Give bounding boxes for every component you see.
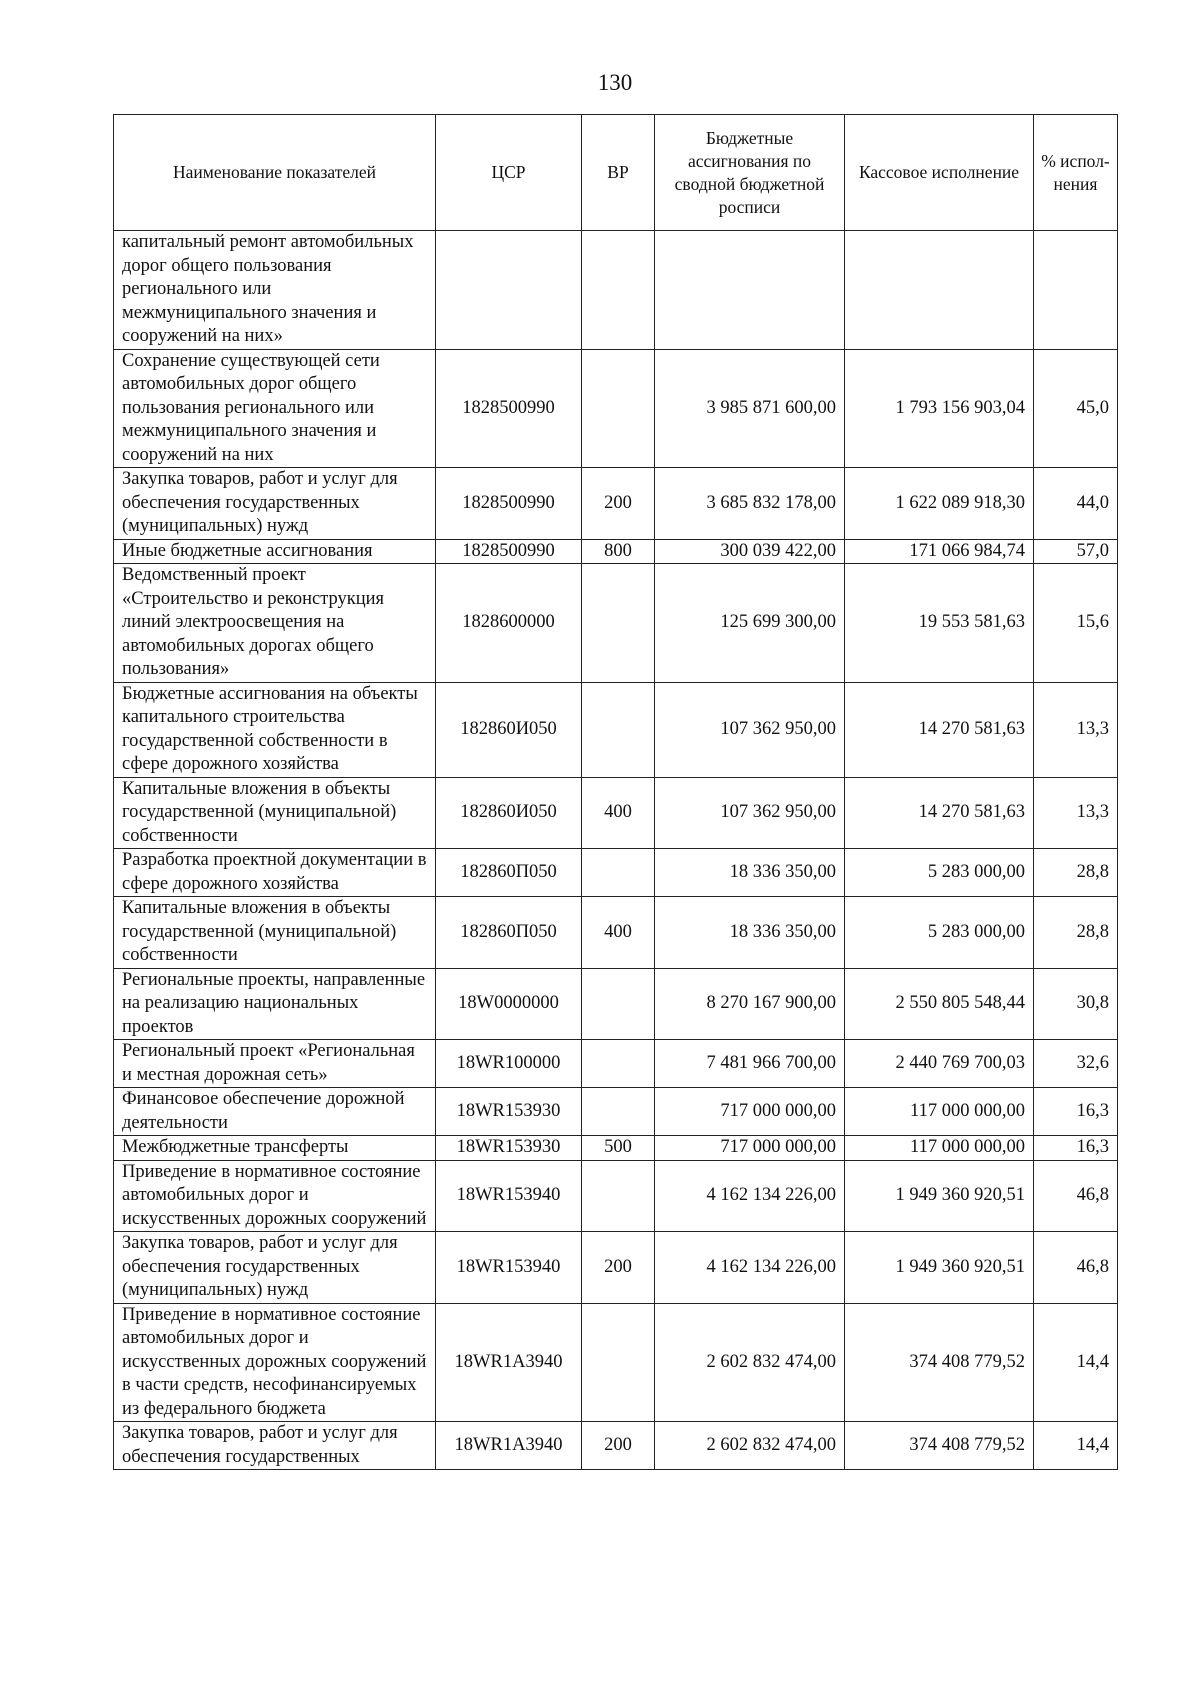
cell-vr: 400	[582, 897, 655, 969]
cell-cash-execution: 19 553 581,63	[845, 564, 1034, 683]
cell-budget-allocation: 2 602 832 474,00	[655, 1303, 845, 1422]
cell-csr: 18WR1А3940	[436, 1303, 582, 1422]
budget-execution-table	[113, 114, 1118, 1470]
cell-indicator-name: Закупка товаров, работ и услуг для обеспечения государственных (муниципальных) нужд	[114, 1232, 436, 1304]
cell-execution-percent: 46,8	[1034, 1160, 1118, 1232]
table-row	[114, 1303, 1118, 1422]
cell-budget-allocation: 3 985 871 600,00	[655, 349, 845, 468]
cell-budget-allocation: 7 481 966 700,00	[655, 1040, 845, 1088]
cell-execution-percent: 28,8	[1034, 897, 1118, 969]
cell-cash-execution: 14 270 581,63	[845, 682, 1034, 777]
cell-cash-execution: 2 440 769 700,03	[845, 1040, 1034, 1088]
cell-vr: 200	[582, 1232, 655, 1304]
cell-execution-percent: 57,0	[1034, 539, 1118, 564]
page-number: 130	[597, 70, 633, 95]
cell-cash-execution: 14 270 581,63	[845, 777, 1034, 849]
cell-csr	[436, 231, 582, 350]
cell-indicator-name: Разработка проектной документации в сфере дорожного хозяйства	[114, 849, 436, 897]
cell-indicator-name: Региональный проект «Региональная и местная дорожная сеть»	[114, 1040, 436, 1088]
header-csr: ЦСР	[436, 115, 582, 231]
cell-indicator-name: Закупка товаров, работ и услуг для обеспечения государственных (муниципальных) нужд	[114, 468, 436, 540]
cell-indicator-name: Приведение в нормативное состояние автомобильных дорог и искусственных дорожных сооружений	[114, 1160, 436, 1232]
header-indicator-name: Наименование показателей	[114, 115, 436, 231]
cell-budget-allocation: 300 039 422,00	[655, 539, 845, 564]
cell-execution-percent: 16,3	[1034, 1088, 1118, 1136]
cell-execution-percent: 13,3	[1034, 777, 1118, 849]
cell-indicator-name: Капитальные вложения в объекты государственной (муниципальной) собственности	[114, 777, 436, 849]
cell-csr: 18WR153930	[436, 1088, 582, 1136]
cell-execution-percent: 32,6	[1034, 1040, 1118, 1088]
cell-execution-percent: 13,3	[1034, 682, 1118, 777]
cell-csr: 18WR153940	[436, 1160, 582, 1232]
cell-execution-percent: 44,0	[1034, 468, 1118, 540]
table-row	[114, 231, 1118, 350]
cell-vr: 200	[582, 468, 655, 540]
cell-cash-execution: 171 066 984,74	[845, 539, 1034, 564]
cell-vr	[582, 1088, 655, 1136]
table-row	[114, 968, 1118, 1040]
cell-budget-allocation: 4 162 134 226,00	[655, 1160, 845, 1232]
cell-cash-execution	[845, 231, 1034, 350]
cell-budget-allocation: 18 336 350,00	[655, 897, 845, 969]
table-body	[114, 231, 1118, 1470]
cell-cash-execution: 1 793 156 903,04	[845, 349, 1034, 468]
cell-cash-execution: 2 550 805 548,44	[845, 968, 1034, 1040]
cell-budget-allocation: 125 699 300,00	[655, 564, 845, 683]
cell-csr: 182860И050	[436, 682, 582, 777]
cell-budget-allocation: 4 162 134 226,00	[655, 1232, 845, 1304]
cell-execution-percent: 14,4	[1034, 1422, 1118, 1470]
cell-csr: 1828500990	[436, 468, 582, 540]
cell-execution-percent: 45,0	[1034, 349, 1118, 468]
cell-cash-execution: 1 949 360 920,51	[845, 1160, 1034, 1232]
cell-budget-allocation: 18 336 350,00	[655, 849, 845, 897]
cell-csr: 182860И050	[436, 777, 582, 849]
cell-execution-percent: 28,8	[1034, 849, 1118, 897]
cell-budget-allocation: 2 602 832 474,00	[655, 1422, 845, 1470]
cell-execution-percent: 14,4	[1034, 1303, 1118, 1422]
cell-execution-percent	[1034, 231, 1118, 350]
cell-cash-execution: 5 283 000,00	[845, 897, 1034, 969]
cell-indicator-name: Иные бюджетные ассигнования	[114, 539, 436, 564]
header-vr: ВР	[582, 115, 655, 231]
cell-cash-execution: 1 622 089 918,30	[845, 468, 1034, 540]
cell-csr: 182860П050	[436, 897, 582, 969]
cell-vr	[582, 231, 655, 350]
table-header-row	[114, 115, 1118, 231]
cell-csr: 1828500990	[436, 349, 582, 468]
header-execution-percent: % испол-нения	[1034, 115, 1118, 231]
cell-indicator-name: Закупка товаров, работ и услуг для обеспечения государственных	[114, 1422, 436, 1470]
table-row	[114, 682, 1118, 777]
cell-vr	[582, 849, 655, 897]
cell-csr: 182860П050	[436, 849, 582, 897]
cell-execution-percent: 46,8	[1034, 1232, 1118, 1304]
table-row	[114, 1160, 1118, 1232]
cell-vr: 400	[582, 777, 655, 849]
cell-budget-allocation	[655, 231, 845, 350]
cell-indicator-name: Приведение в нормативное состояние автомобильных дорог и искусственных дорожных сооружений в части средств, несофинансируемых из федерального бюджета	[114, 1303, 436, 1422]
cell-indicator-name: Ведомственный проект «Строительство и реконструкция линий электроосвещения на автомобильных дорогах общего пользования»	[114, 564, 436, 683]
cell-budget-allocation: 3 685 832 178,00	[655, 468, 845, 540]
table-row	[114, 777, 1118, 849]
cell-csr: 18WR153930	[436, 1136, 582, 1161]
cell-indicator-name: Бюджетные ассигнования на объекты капитального строительства государственной собственности в сфере дорожного хозяйства	[114, 682, 436, 777]
cell-vr	[582, 1040, 655, 1088]
cell-cash-execution: 5 283 000,00	[845, 849, 1034, 897]
cell-cash-execution: 117 000 000,00	[845, 1136, 1034, 1161]
cell-vr	[582, 1303, 655, 1422]
cell-indicator-name: Региональные проекты, направленные на реализацию национальных проектов	[114, 968, 436, 1040]
table-row	[114, 1088, 1118, 1136]
cell-vr	[582, 1160, 655, 1232]
cell-budget-allocation: 107 362 950,00	[655, 682, 845, 777]
table-row	[114, 468, 1118, 540]
cell-vr: 200	[582, 1422, 655, 1470]
cell-vr	[582, 682, 655, 777]
cell-indicator-name: Финансовое обеспечение дорожной деятельности	[114, 1088, 436, 1136]
cell-indicator-name: Капитальные вложения в объекты государственной (муниципальной) собственности	[114, 897, 436, 969]
cell-csr: 18WR100000	[436, 1040, 582, 1088]
cell-cash-execution: 374 408 779,52	[845, 1422, 1034, 1470]
header-cash-execution: Кассовое исполнение	[845, 115, 1034, 231]
cell-execution-percent: 16,3	[1034, 1136, 1118, 1161]
cell-budget-allocation: 717 000 000,00	[655, 1088, 845, 1136]
cell-vr	[582, 564, 655, 683]
table-row	[114, 849, 1118, 897]
table-row	[114, 1232, 1118, 1304]
cell-vr: 500	[582, 1136, 655, 1161]
cell-cash-execution: 374 408 779,52	[845, 1303, 1034, 1422]
table-row	[114, 1040, 1118, 1088]
cell-indicator-name: Межбюджетные трансферты	[114, 1136, 436, 1161]
cell-budget-allocation: 107 362 950,00	[655, 777, 845, 849]
table-row	[114, 897, 1118, 969]
cell-vr	[582, 968, 655, 1040]
table-row	[114, 539, 1118, 564]
cell-budget-allocation: 717 000 000,00	[655, 1136, 845, 1161]
cell-csr: 1828500990	[436, 539, 582, 564]
cell-vr: 800	[582, 539, 655, 564]
cell-csr: 1828600000	[436, 564, 582, 683]
cell-cash-execution: 1 949 360 920,51	[845, 1232, 1034, 1304]
cell-indicator-name: капитальный ремонт автомобильных дорог общего пользования регионального или межмуниципального значения и сооружений на них»	[114, 231, 436, 350]
cell-cash-execution: 117 000 000,00	[845, 1088, 1034, 1136]
table-row	[114, 1136, 1118, 1161]
cell-budget-allocation: 8 270 167 900,00	[655, 968, 845, 1040]
cell-indicator-name: Сохранение существующей сети автомобильных дорог общего пользования регионального или межмуниципального значения и сооружений на них	[114, 349, 436, 468]
cell-vr	[582, 349, 655, 468]
cell-csr: 18W0000000	[436, 968, 582, 1040]
cell-csr: 18WR1А3940	[436, 1422, 582, 1470]
header-budget-allocations: Бюджетные ассигнования по сводной бюджетной росписи	[655, 115, 845, 231]
cell-execution-percent: 15,6	[1034, 564, 1118, 683]
table-row	[114, 1422, 1118, 1470]
cell-execution-percent: 30,8	[1034, 968, 1118, 1040]
table-row	[114, 564, 1118, 683]
table-row	[114, 349, 1118, 468]
cell-csr: 18WR153940	[436, 1232, 582, 1304]
